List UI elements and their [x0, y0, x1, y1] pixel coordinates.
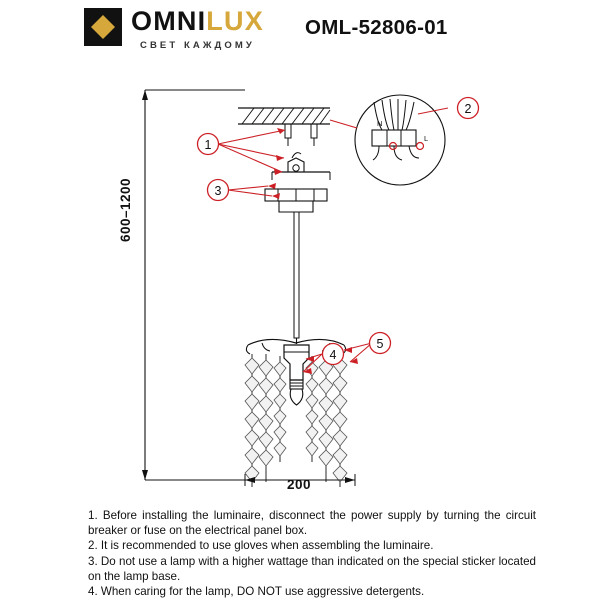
callout-4: 4	[329, 348, 337, 362]
assembly-diagram	[0, 62, 600, 492]
callout-3: 3	[214, 184, 222, 198]
terminal-label-n: N	[377, 119, 383, 128]
width-dimension-label: 200	[287, 477, 312, 492]
brand-name-secondary: LUX	[206, 6, 264, 36]
note-item: 3. Do not use a lamp with a higher wattage than indicated on the special sticker located on the lamp base.	[88, 554, 536, 583]
brand-logo	[84, 8, 264, 51]
callout-2: 2	[464, 102, 472, 116]
brand-tagline: СВЕТ КАЖДОМУ	[139, 40, 255, 51]
diamond-logo-icon	[84, 8, 122, 46]
note-item: 1. Before installing the luminaire, disconnect the power supply by turning the circuit breaker or fuse on the electrical panel box.	[88, 509, 536, 538]
header	[0, 0, 600, 62]
terminal-label-l: L	[424, 134, 429, 143]
height-dimension-label: 600–1200	[118, 177, 133, 242]
safety-notes	[88, 508, 536, 599]
callout-5: 5	[376, 337, 384, 351]
note-item: 4. When caring for the lamp, DO NOT use aggressive detergents.	[88, 585, 425, 599]
note-item: 2. It is recommended to use gloves when assembling the luminaire.	[88, 539, 434, 553]
brand-wordmark	[131, 8, 264, 51]
callout-1: 1	[204, 138, 212, 152]
brand-name-primary: OMNI	[131, 6, 207, 36]
product-sku: OML-52806-01	[305, 16, 448, 39]
